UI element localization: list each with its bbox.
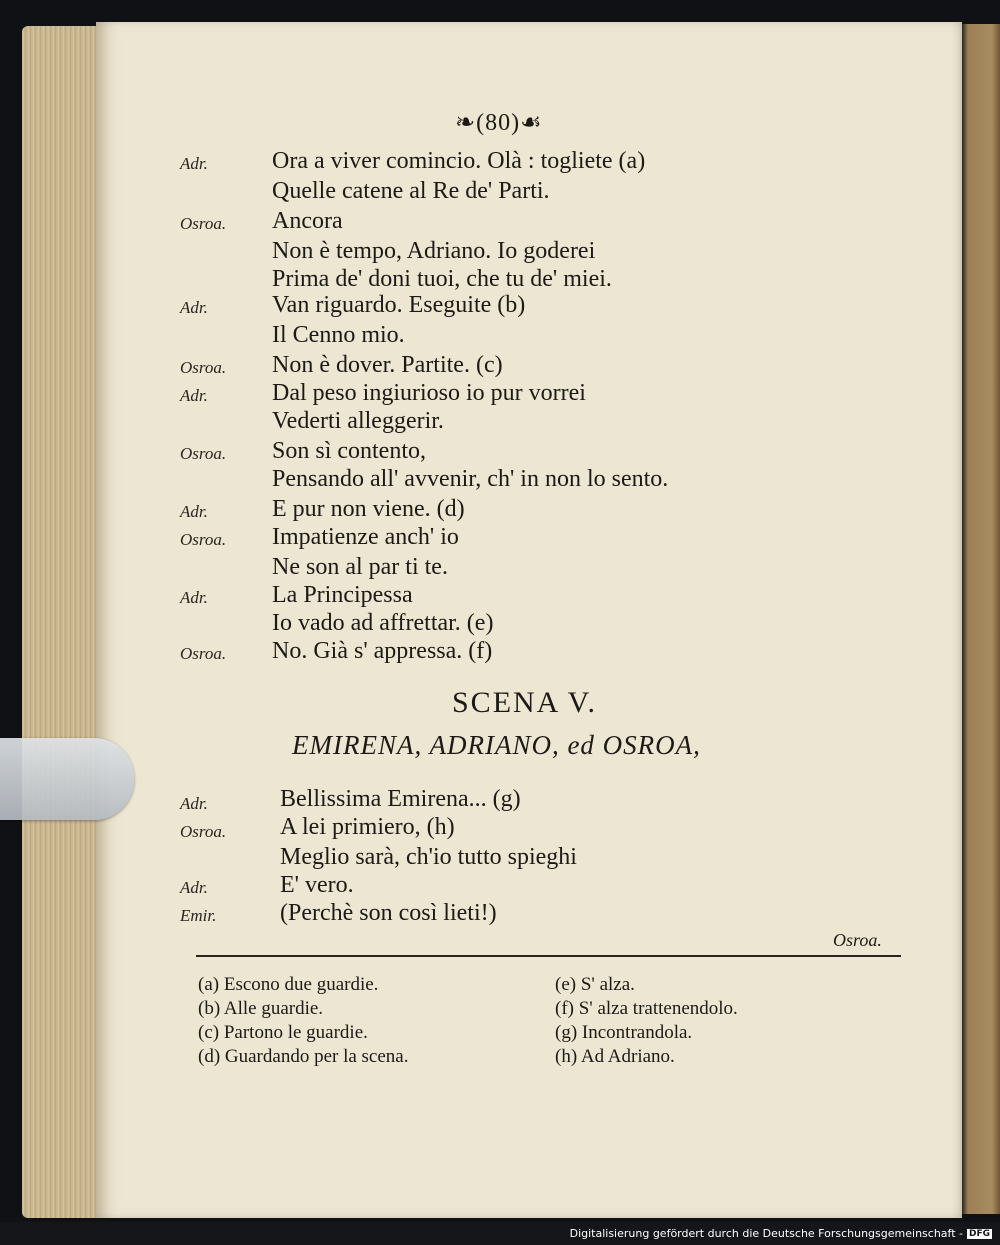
verse-line: La Principessa: [272, 582, 413, 608]
verse-line: Vederti alleggerir.: [272, 408, 444, 434]
speaker-label: Osroa.: [180, 530, 227, 549]
scene-characters: EMIRENA, ADRIANO, ed OSROA,: [292, 730, 701, 760]
ornament-icon: ❧: [455, 110, 477, 136]
verse-line: Impatienze anch' io: [272, 524, 459, 550]
facing-page-edge: [962, 24, 1000, 1214]
verse-line: Son sì contento,: [272, 438, 426, 464]
speaker-label: Adr.: [180, 386, 208, 405]
page-number: (80): [476, 110, 521, 136]
digitization-credit: [570, 1227, 992, 1240]
speaker-label: Emir.: [180, 906, 217, 925]
footnote: (a) Escono due guardie.: [198, 974, 379, 995]
verse-line: Quelle catene al Re de' Parti.: [272, 178, 550, 204]
footnote: (h) Ad Adriano.: [555, 1046, 675, 1067]
verse-line: Il Cenno mio.: [272, 322, 405, 348]
ornament-icon: ☙: [520, 110, 543, 136]
bookmark-tab: [0, 738, 134, 820]
speaker-label: Adr.: [180, 878, 208, 897]
verse-line: Ancora: [272, 208, 343, 234]
speaker-label: Adr.: [180, 794, 208, 813]
footnote: (d) Guardando per la scena.: [198, 1046, 409, 1067]
speaker-label: Adr.: [180, 298, 208, 317]
speaker-label: Osroa.: [180, 644, 227, 663]
verse-line: Bellissima Emirena... (g): [280, 786, 521, 812]
verse-line: Dal peso ingiurioso io pur vorrei: [272, 380, 586, 406]
verse-line: Ne son al par ti te.: [272, 554, 448, 580]
verse-line: Non è dover. Partite. (c): [272, 352, 503, 378]
verse-line: Non è tempo, Adriano. Io goderei: [272, 238, 596, 264]
catchword: Osroa.: [833, 930, 882, 950]
verse-line: E pur non viene. (d): [272, 496, 465, 522]
credit-text: Digitalisierung gefördert durch die Deutsche Forschungsgemeinschaft -: [569, 1227, 963, 1240]
verse-line: A lei primiero, (h): [280, 814, 455, 840]
speaker-label: Osroa.: [180, 822, 227, 841]
dfg-logo: DFG: [968, 1229, 990, 1239]
footnote: (b) Alle guardie.: [198, 998, 324, 1019]
speaker-label: Osroa.: [180, 444, 227, 463]
verse-line: Prima de' doni tuoi, che tu de' miei.: [272, 266, 612, 292]
scene-title: SCENA V.: [452, 686, 597, 719]
speaker-label: Adr.: [180, 154, 208, 173]
verse-line: E' vero.: [280, 872, 354, 898]
footnote-rule: [196, 955, 901, 957]
speaker-label: Adr.: [180, 588, 208, 607]
verse-line: Io vado ad affrettar. (e): [272, 610, 494, 636]
verse-line: Meglio sarà, ch'io tutto spieghi: [280, 844, 577, 870]
footnote: (e) S' alza.: [555, 974, 635, 995]
footnote: (g) Incontrandola.: [555, 1022, 693, 1043]
page-edges: [22, 26, 104, 1218]
verse-line: No. Già s' appressa. (f): [272, 638, 493, 664]
page-number-header: [455, 108, 543, 137]
footnote: (c) Partono le guardie.: [198, 1022, 368, 1043]
speaker-label: Osroa.: [180, 214, 227, 233]
verse-line: Van riguardo. Eseguite (b): [272, 292, 526, 318]
verse-line: Pensando all' avvenir, ch' in non lo sento.: [272, 466, 669, 492]
speaker-label: Adr.: [180, 502, 208, 521]
verse-line: Ora a viver comincio. Olà : togliete (a): [272, 148, 646, 174]
speaker-label: Osroa.: [180, 358, 227, 377]
footnote: (f) S' alza trattenendolo.: [555, 998, 738, 1019]
verse-line: (Perchè son così lieti!): [280, 900, 497, 926]
